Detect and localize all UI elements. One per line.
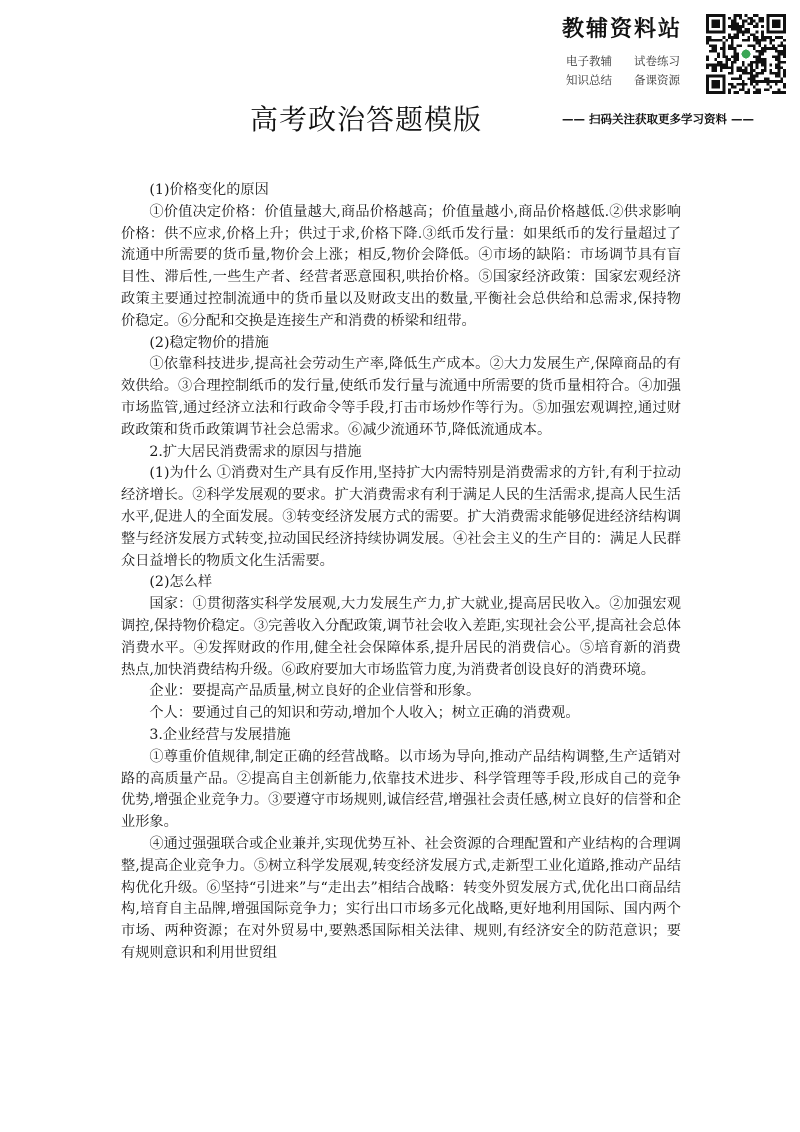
brand-link[interactable]: 电子教辅 bbox=[566, 54, 612, 68]
paragraph: ①依靠科技进步,提高社会劳动生产率,降低生产成本。②大力发展生产,保障商品的有效供给。③合理控制纸币的发行量,使纸币发行量与流通中所需要的货币量相符合。④加强市场监管,通过经济立法和行政命令等手段,打击市场炒作等行为。⑤加强宏观调控,通过财政政策和货币政策调节社会总需求。⑥减少流通环节,降低流通成本。 bbox=[121, 356, 681, 438]
section-heading: 3.企业经营与发展措施 bbox=[149, 726, 291, 743]
section-heading: (2)稳定物价的措施 bbox=[149, 334, 269, 351]
section-heading: (2)怎么样 bbox=[149, 574, 213, 591]
paragraph: 企业：要提高产品质量,树立良好的企业信誉和形象。 bbox=[149, 683, 481, 700]
paragraph: ④通过强强联合或企业兼并,实现优势互补、社会资源的合理配置和产业结构的合理调整,提高企业竞争力。⑤树立科学发展观,转变经济发展方式,走新型工业化道路,推动产品结构优化升级。⑥坚持“引进来”与“走出去”相结合战略：转变外贸发展方式,优化出口商品结构,培育自主品牌,增强国际竞争力；实行出口市场多元化战略,更好地利用国际、国内两个市场、两种资源；在对外贸易中,要熟悉国际相关法律、规则,有经济安全的防范意识；要有规则意识和利用世贸组 bbox=[121, 835, 681, 961]
section-heading: (1)价格变化的原因 bbox=[149, 182, 269, 198]
paragraph: 个人：要通过自己的知识和劳动,增加个人收入；树立正确的消费观。 bbox=[149, 705, 580, 722]
brand-links bbox=[560, 53, 700, 88]
paragraph: (1)为什么 ①消费对生产具有反作用,坚持扩大内需特别是消费需求的方针,有利于拉动经济增长。②科学发展观的要求。扩大消费需求有利于满足人民的生活需求,提高人民生活水平,促进人的全面发展。③转变经济发展方式的需要。扩大消费需求能够促进经济结构调整与经济发展方式转变,拉动国民经济持续协调发展。④社会主义的生产目的：满足人民群众日益增长的物质文化生活需要。 bbox=[121, 465, 681, 569]
paragraph: ①尊重价值规律,制定正确的经营战略。以市场为导向,推动产品结构调整,生产适销对路的高质量产品。②提高自主创新能力,依靠技术进步、科学管理等手段,形成自己的竞争优势,增强企业竞争力。③要遵守市场规则,诚信经营,增强社会责任感,树立良好的信誉和企业形象。 bbox=[121, 748, 681, 831]
document-title: 高考政治答题模版 bbox=[250, 103, 483, 136]
brand-link[interactable]: 知识总结 bbox=[566, 73, 612, 87]
brand-name: 教辅资料站 bbox=[562, 17, 683, 42]
brand-link[interactable]: 备课资源 bbox=[634, 73, 680, 87]
qr-slogan: —— 扫码关注获取更多学习资料 —— bbox=[562, 112, 755, 126]
section-heading: 2.扩大居民消费需求的原因与措施 bbox=[149, 443, 362, 460]
brand-link[interactable]: 试卷练习 bbox=[634, 54, 680, 68]
paragraph: ①价值决定价格：价值量越大,商品价格越高；价值量越小,商品价格越低.②供求影响价格：供不应求,价格上升；供过于求,价格下降.③纸币发行量：如果纸币的发行量超过了流通中所需要的货币量,物价会上涨；相反,物价会降低。④市场的缺陷：市场调节具有盲目性、滞后性,一些生产者、经营者恶意囤积,哄抬价格。⑤国家经济政策：国家宏观经济政策主要通过控制流通中的货币量以及财政支出的数量,平衡社会总供给和总需求,保持物价稳定。⑥分配和交换是连接生产和消费的桥梁和纽带。 bbox=[121, 203, 681, 329]
brand-block bbox=[560, 12, 700, 88]
document-body bbox=[121, 180, 681, 965]
qr-code-icon[interactable] bbox=[706, 14, 786, 94]
paragraph: 国家：①贯彻落实科学发展观,大力发展生产力,扩大就业,提高居民收入。②加强宏观调控,保持物价稳定。③完善收入分配政策,调节社会收入差距,实现社会公平,提高社会总体消费水平。④发挥财政的作用,健全社会保障体系,提升居民的消费信心。⑤培育新的消费热点,加快消费结构升级。⑥政府要加大市场监管力度,为消费者创设良好的消费环境。 bbox=[121, 596, 681, 678]
